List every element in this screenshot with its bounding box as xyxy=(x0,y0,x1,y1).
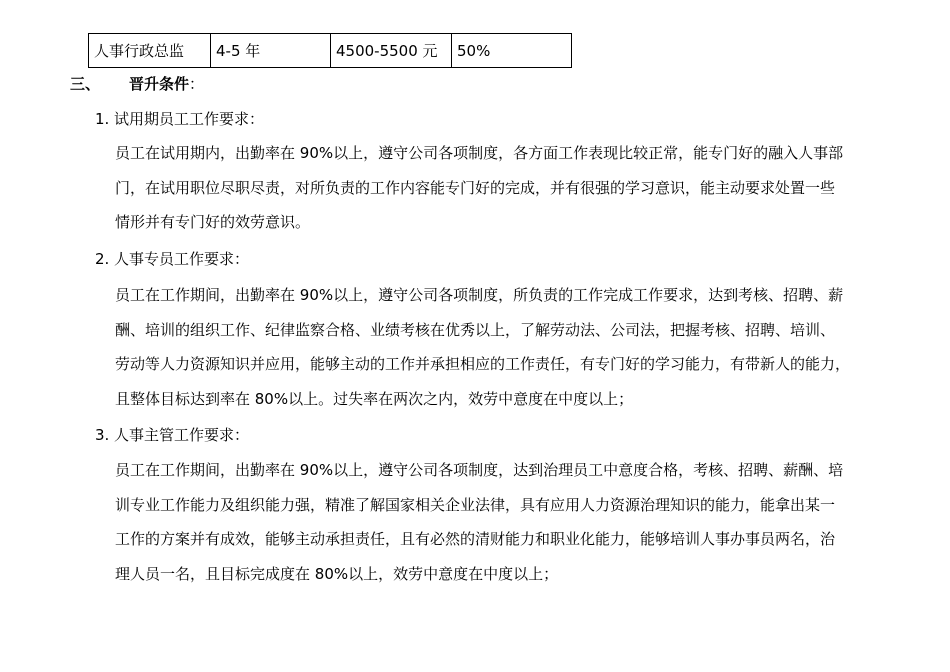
table-cell-position: 人事行政总监 xyxy=(89,34,211,68)
paragraph-line: 劳动等人力资源知识并应用，能够主动的工作并承担相应的工作责任，有专门好的学习能力，有带新人的能力， xyxy=(115,355,851,373)
item-title-text: 试用期员工工作要求： xyxy=(114,110,265,128)
table-cell-years: 4-5 年 xyxy=(211,34,331,68)
paragraph-line: 员工在工作期间，出勤率在 90%以上，遵守公司各项制度，所负责的工作完成工作要求，达到考核、招聘、薪 xyxy=(115,286,844,304)
item-number: 1. xyxy=(95,110,110,128)
salary-table xyxy=(88,33,572,68)
table-row xyxy=(89,34,572,68)
paragraph-line: 员工在工作期间，出勤率在 90%以上，遵守公司各项制度，达到治理员工中意度合格，考核、招聘、薪酬、培 xyxy=(115,461,844,479)
section-colon: ： xyxy=(189,75,205,93)
item-title-text: 人事专员工作要求： xyxy=(114,250,250,268)
table-cell-ratio: 50% xyxy=(452,34,572,68)
item-2-title xyxy=(95,249,249,269)
paragraph-line: 员工在试用期内，出勤率在 90%以上，遵守公司各项制度，各方面工作表现比较正常，能专门好的融入人事部 xyxy=(115,144,844,162)
item-title-text: 人事主管工作要求： xyxy=(114,426,250,444)
item-3-body xyxy=(115,453,887,591)
section-title: 晋升条件 xyxy=(129,75,190,93)
paragraph-line: 且整体目标达到率在 80%以上。过失率在两次之内，效劳中意度在中度以上； xyxy=(115,389,634,408)
paragraph-line: 训专业工作能力及组织能力强，精准了解国家相关企业法律，具有应用人力资源治理知识的能力，能拿出某一 xyxy=(115,495,836,514)
section-number: 三、 xyxy=(70,75,101,93)
paragraph-line: 酬、培训的组织工作、纪律监察合格、业绩考核在优秀以上，了解劳动法、公司法，把握考核、招聘、培训、 xyxy=(115,320,836,339)
table-cell-salary: 4500-5500 元 xyxy=(331,34,452,68)
section-heading xyxy=(70,74,204,94)
paragraph-line: 工作的方案并有成效，能够主动承担责任，且有必然的清财能力和职业化能力，能够培训人事办事员两名，治 xyxy=(115,530,836,548)
item-2-body xyxy=(115,278,887,416)
item-number: 3. xyxy=(95,426,110,444)
paragraph-line: 门，在试用职位尽职尽责，对所负责的工作内容能专门好的完成，并有很强的学习意识，能主动要求处置一些 xyxy=(115,178,836,197)
item-number: 2. xyxy=(95,250,110,268)
paragraph-line: 情形并有专门好的效劳意识。 xyxy=(115,213,311,231)
item-3-title xyxy=(95,425,249,445)
item-1-title xyxy=(95,109,264,129)
item-1-body xyxy=(115,136,887,240)
paragraph-line: 理人员一名，且目标完成度在 80%以上，效劳中意度在中度以上； xyxy=(115,564,559,583)
